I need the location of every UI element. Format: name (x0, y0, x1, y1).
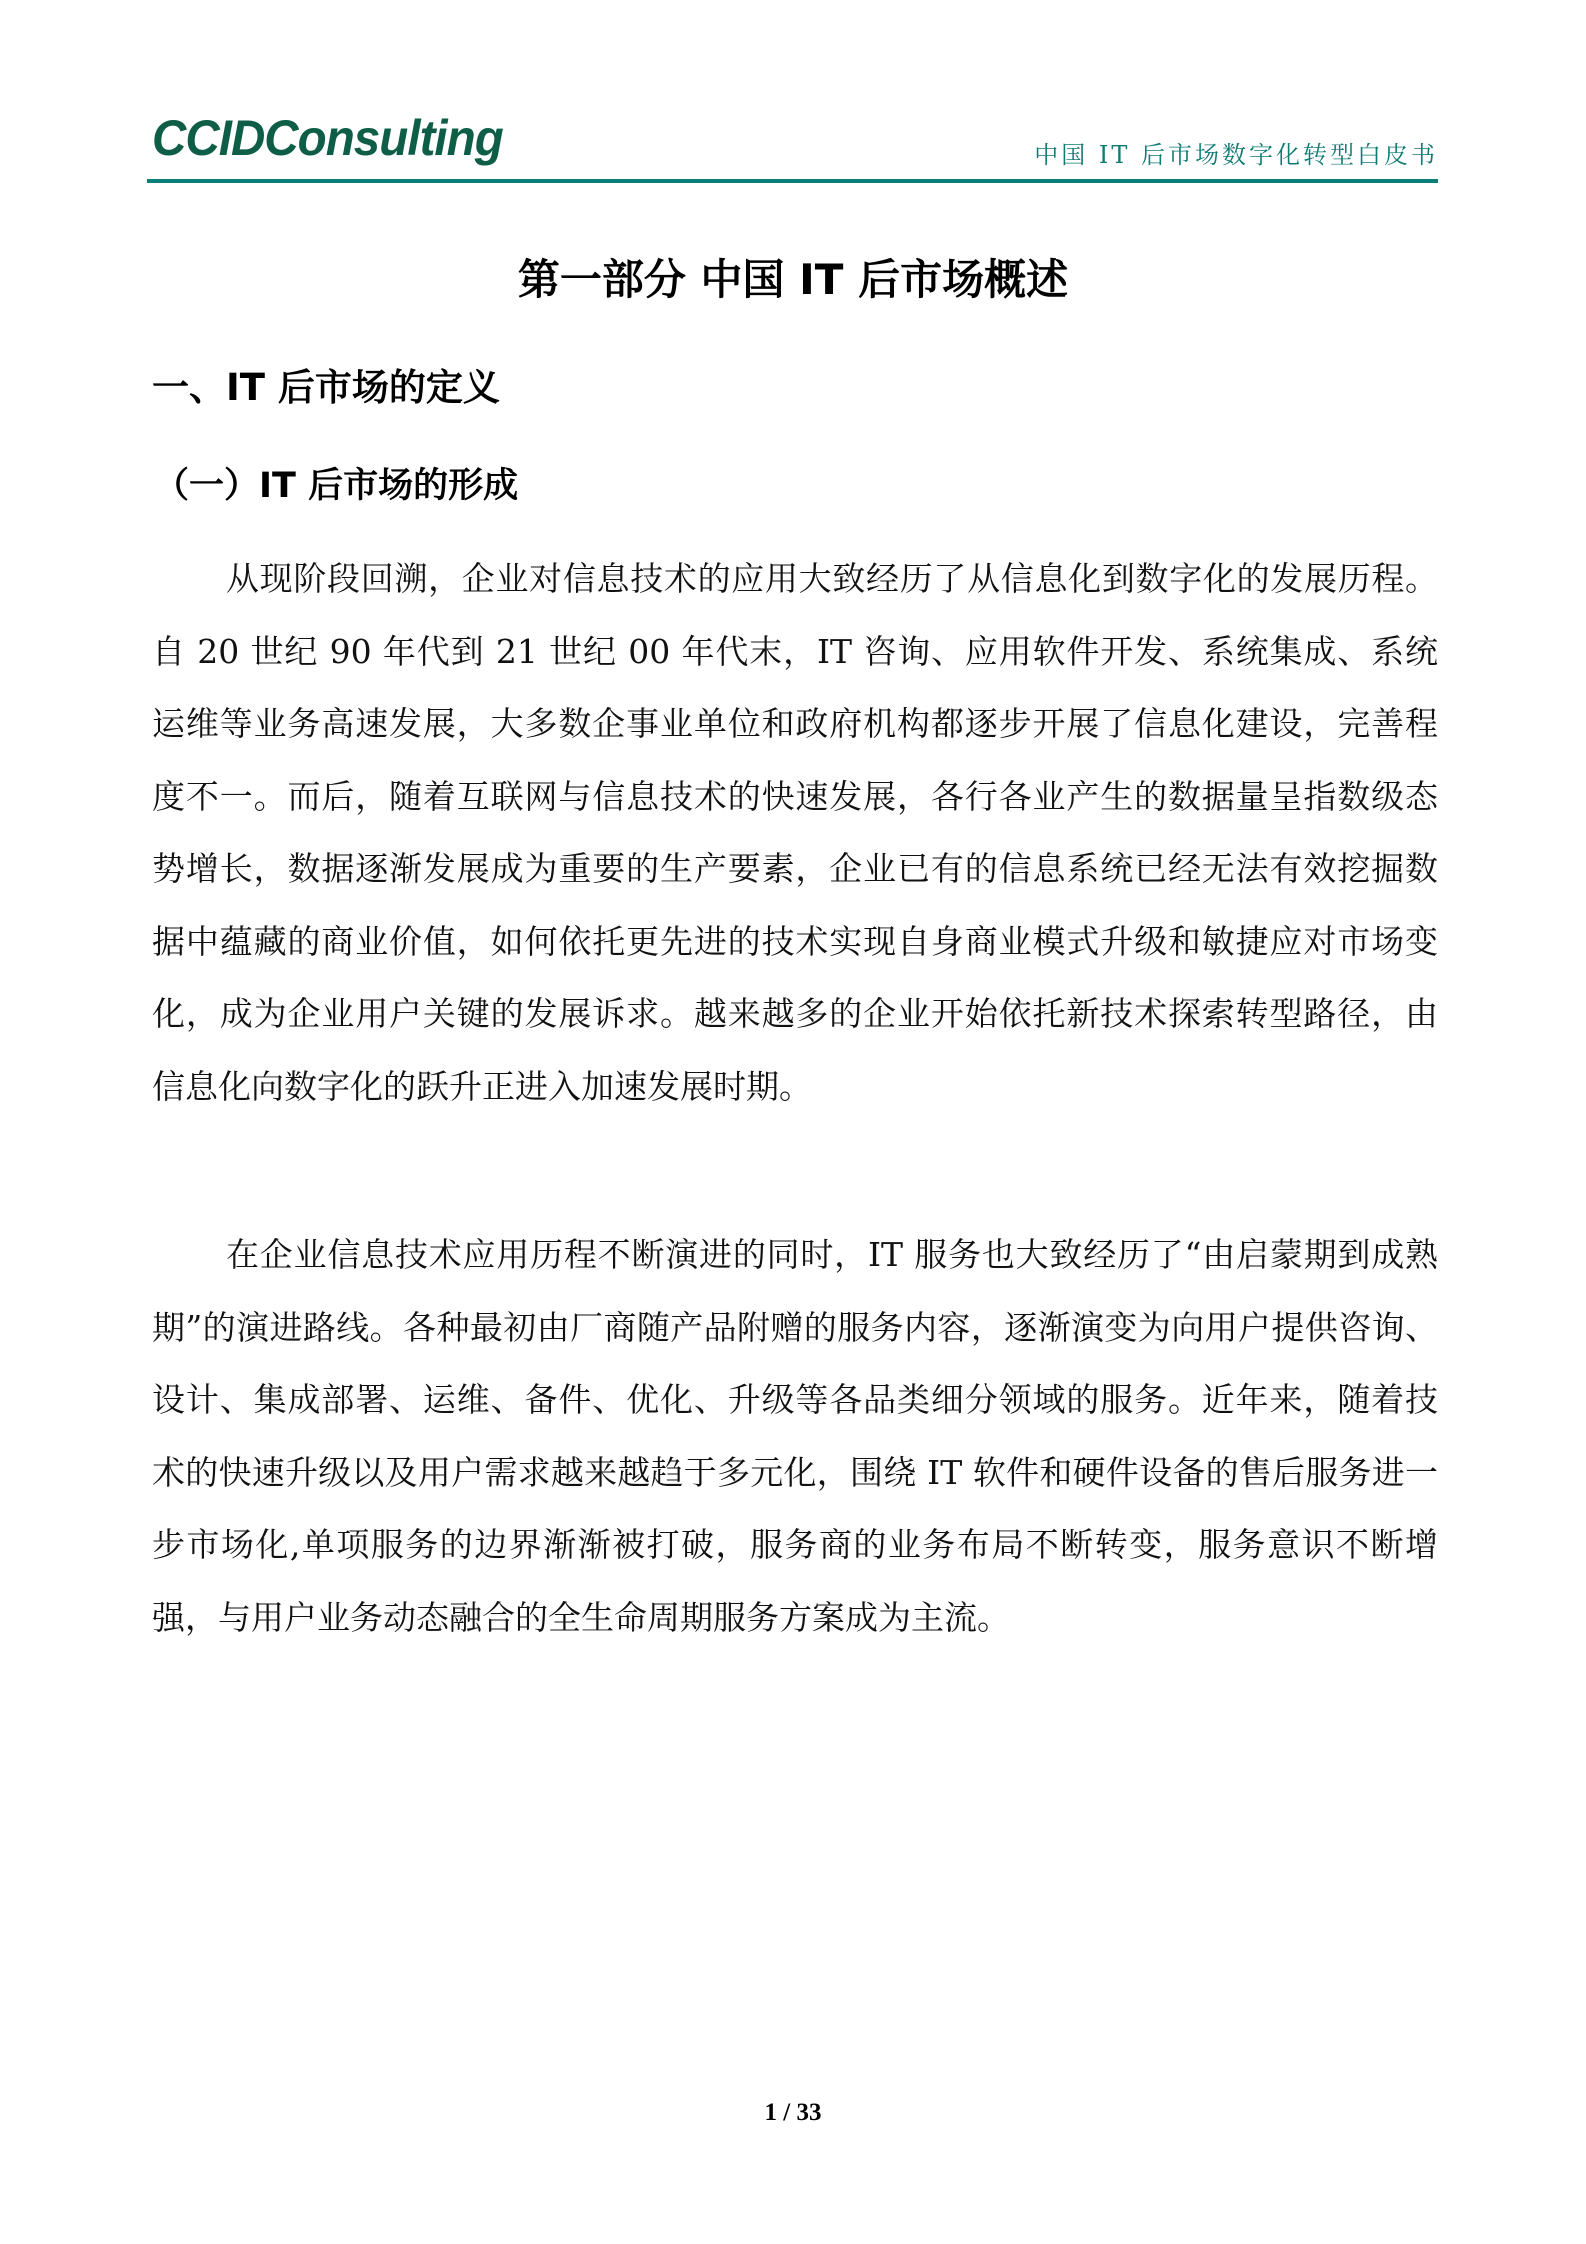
ccid-consulting-logo: CCIDConsulting (152, 110, 503, 166)
page-number: 1 / 33 (764, 2099, 822, 2126)
header-divider (147, 179, 1438, 183)
body-paragraph: 在企业信息技术应用历程不断演进的同时，IT 服务也大致经历了“由启蒙期到成熟期”的演进路线。各种最初由厂商随产品附赠的服务内容，逐渐演变为向用户提供咨询、设计、集成部署、运维、备件、优化、升级等各品类细分领域的服务。近年来，随着技术的快速升级以及用户需求越来越趋于多元化，围绕 IT 软件和硬件设备的售后服务进一步市场化,单项服务的边界渐渐被打破，服务商的业务布局不断转变，服务意识不断增强，与用户业务动态融合的全生命周期服务方案成为主流。 (152, 1235, 1438, 1637)
section-heading: 一、IT 后市场的定义 (152, 366, 500, 409)
body-paragraph: 从现阶段回溯，企业对信息技术的应用大致经历了从信息化到数字化的发展历程。自 20 世纪 90 年代到 21 世纪 00 年代末，IT 咨询、应用软件开发、系统集成、系统运维等业务高速发展，大多数企事业单位和政府机构都逐步开展了信息化建设，完善程度不一。而后，随着互联网与信息技术的快速发展，各行各业产生的数据量呈指数级态势增长，数据逐渐发展成为重要的生产要素，企业已有的信息系统已经无法有效挖掘数据中蕴藏的商业价值，如何依托更先进的技术实现自身商业模式升级和敏捷应对市场变化，成为企业用户关键的发展诉求。越来越多的企业开始依托新技术探索转型路径，由信息化向数字化的跃升正进入加速发展时期。 (152, 559, 1438, 1106)
part-title: 第一部分 中国 IT 后市场概述 (517, 255, 1069, 304)
subsection-heading: （一）IT 后市场的形成 (154, 466, 519, 506)
document-title: 中国 IT 后市场数字化转型白皮书 (1034, 141, 1438, 169)
